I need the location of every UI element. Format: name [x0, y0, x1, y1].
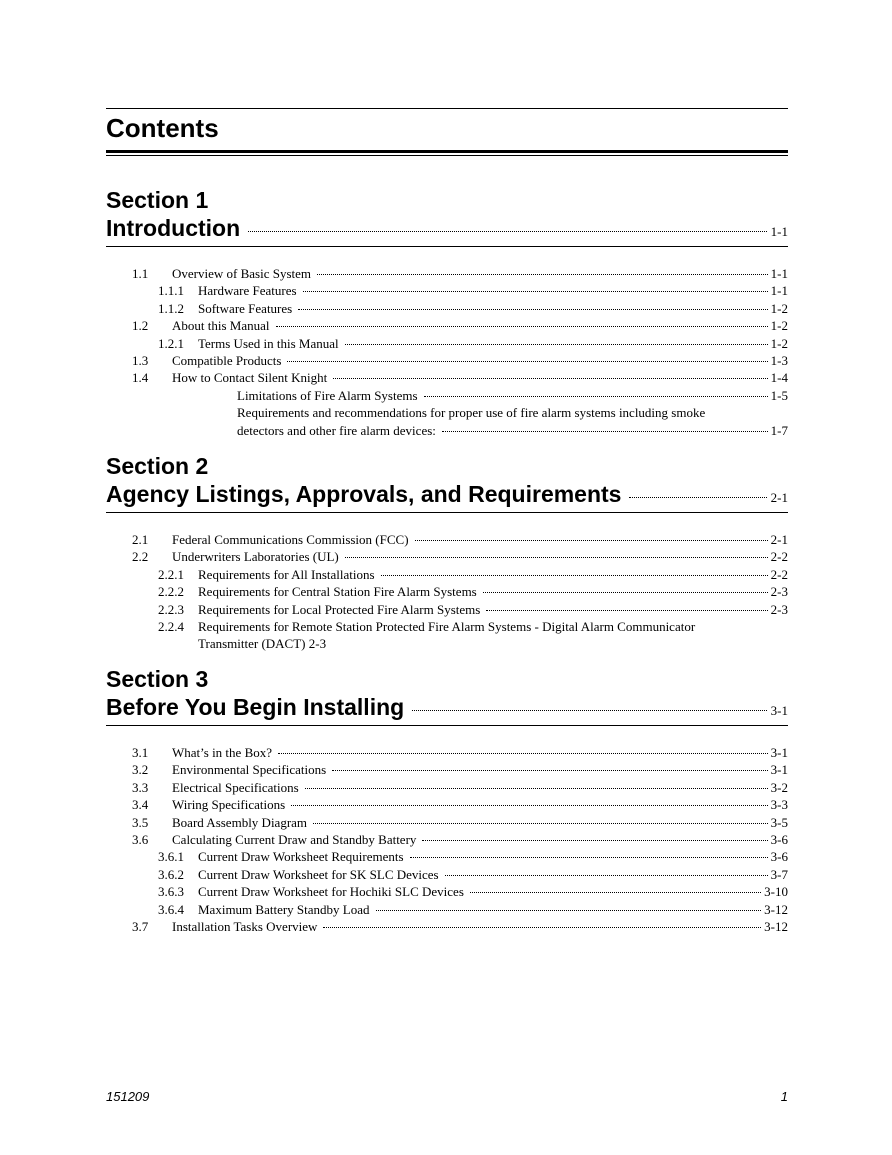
entry-page: 1-2 — [770, 300, 788, 316]
entry-page: 1-1 — [770, 266, 788, 281]
dot-leader — [412, 710, 766, 711]
entry-number: 3.6.2 — [158, 866, 184, 882]
entry-title: Compatible Products — [172, 352, 282, 368]
entry-title-line1: Requirements for Remote Station Protected Fire Alarm Systems - Digital Alarm Communicator — [198, 618, 696, 634]
section-2-entries — [106, 531, 788, 653]
toc-entry[interactable] — [106, 531, 788, 548]
toc-entry[interactable] — [106, 883, 788, 900]
section-page: 3-1 — [770, 703, 788, 718]
entry-page: 3-1 — [770, 762, 788, 778]
section-title: Before You Begin Installing — [106, 694, 405, 720]
dot-leader — [483, 592, 768, 593]
entry-title: Requirements for Local Protected Fire Alarm Systems — [198, 601, 481, 617]
toc-entry[interactable] — [106, 831, 788, 848]
toc-entry[interactable] — [106, 848, 788, 865]
entry-number: 3.2 — [132, 762, 149, 778]
title-rule-thick — [106, 150, 788, 153]
entry-number: 3.7 — [132, 918, 149, 934]
entry-title: Requirements for Central Station Fire Alarm Systems — [198, 584, 477, 600]
dot-leader — [287, 361, 767, 362]
entry-number: 3.1 — [132, 745, 149, 760]
entry-page: 1-3 — [770, 352, 788, 368]
entry-title: Wiring Specifications — [172, 797, 286, 813]
dot-leader — [445, 875, 768, 876]
entry-title: Limitations of Fire Alarm Systems — [237, 387, 418, 403]
entry-title: What’s in the Box? — [172, 745, 273, 760]
section-rule — [106, 725, 788, 726]
entry-title: Underwriters Laboratories (UL) — [172, 549, 339, 565]
entry-number: 2.2.2 — [158, 584, 184, 600]
entry-title: Hardware Features — [198, 283, 297, 299]
dot-leader — [424, 396, 768, 397]
dot-leader — [313, 823, 768, 824]
dot-leader — [276, 326, 768, 327]
entry-number: 1.3 — [132, 352, 149, 368]
entry-title: Environmental Specifications — [172, 762, 327, 778]
entry-page: 3-6 — [770, 849, 788, 865]
toc-entry[interactable] — [106, 282, 788, 299]
toc-entry[interactable] — [106, 335, 788, 352]
entry-title: About this Manual — [172, 318, 270, 334]
dot-leader — [305, 788, 768, 789]
dot-leader — [470, 892, 761, 893]
dot-leader — [248, 231, 767, 232]
top-rule — [106, 108, 788, 109]
toc-entry[interactable] — [106, 300, 788, 317]
section-page: 2-1 — [770, 490, 788, 505]
section-number: Section 3 — [106, 666, 209, 692]
entry-title-line2: detectors and other fire alarm devices: — [237, 422, 436, 438]
entry-page: 3-5 — [770, 814, 788, 830]
entry-number: 2.2 — [132, 549, 149, 565]
dot-leader — [345, 344, 768, 345]
section-rule — [106, 512, 788, 513]
toc-entry[interactable] — [106, 583, 788, 600]
entry-title: Federal Communications Commission (FCC) — [172, 532, 409, 547]
entry-title: Requirements for All Installations — [198, 566, 375, 582]
entry-page: 1-1 — [770, 283, 788, 299]
entry-page: 3-12 — [764, 918, 788, 934]
section-rule — [106, 246, 788, 247]
entry-page: 1-2 — [770, 318, 788, 334]
toc-entry[interactable] — [106, 618, 788, 653]
entry-number: 1.2 — [132, 318, 149, 334]
toc-entry[interactable] — [106, 566, 788, 583]
toc-entry[interactable] — [106, 317, 788, 334]
footer-page-number: 1 — [780, 1089, 788, 1104]
section-page: 1-1 — [770, 224, 788, 239]
dot-leader — [317, 274, 768, 275]
entry-page: 3-1 — [770, 745, 788, 760]
entry-page: 2-3 — [770, 584, 788, 600]
entry-number: 1.4 — [132, 370, 149, 386]
entry-page: 1-4 — [770, 370, 788, 386]
toc-entry[interactable] — [106, 779, 788, 796]
toc-entry[interactable] — [106, 901, 788, 918]
entry-title: Terms Used in this Manual — [198, 335, 339, 351]
toc-entry[interactable] — [106, 404, 788, 439]
entry-number: 1.1.2 — [158, 300, 184, 316]
entry-number: 2.2.1 — [158, 566, 184, 582]
entry-page: 2-2 — [770, 566, 788, 582]
entry-number: 1.1 — [132, 266, 149, 281]
dot-leader — [410, 857, 768, 858]
entry-title: Calculating Current Draw and Standby Battery — [172, 831, 417, 847]
entry-page: 1-5 — [770, 387, 788, 403]
footer-doc-number: 151209 — [106, 1089, 150, 1104]
entry-title: Current Draw Worksheet for Hochiki SLC Devices — [198, 884, 464, 900]
dot-leader — [381, 575, 768, 576]
entry-page: 3-12 — [764, 901, 788, 917]
entry-number: 1.1.1 — [158, 283, 184, 299]
toc-entry[interactable] — [106, 369, 788, 386]
title-rule-thin — [106, 155, 788, 156]
toc-entry[interactable] — [106, 796, 788, 813]
entry-number: 3.6.4 — [158, 901, 184, 917]
entry-page: 1-7 — [770, 422, 788, 438]
dot-leader — [278, 753, 768, 754]
entry-title: Installation Tasks Overview — [172, 918, 318, 934]
section-3-heading[interactable] — [106, 665, 788, 726]
dot-leader — [345, 557, 768, 558]
dot-leader — [486, 610, 767, 611]
dot-leader — [298, 309, 767, 310]
section-title: Agency Listings, Approvals, and Requirements — [106, 481, 622, 507]
entry-page: 2-3 — [770, 601, 788, 617]
toc-entry[interactable] — [106, 744, 788, 761]
toc-entry[interactable] — [106, 352, 788, 369]
dot-leader — [303, 291, 768, 292]
entry-page: 3-2 — [770, 779, 788, 795]
entry-number: 2.1 — [132, 532, 149, 547]
dot-leader — [442, 431, 768, 432]
toc-entry[interactable] — [106, 387, 788, 404]
entry-page: 3-3 — [770, 797, 788, 813]
dot-leader — [422, 840, 767, 841]
dot-leader — [629, 497, 766, 498]
entry-title-line2: Transmitter (DACT) 2-3 — [198, 636, 327, 652]
entry-title: Electrical Specifications — [172, 779, 299, 795]
section-number: Section 1 — [106, 187, 209, 213]
entry-number: 3.3 — [132, 779, 149, 795]
entry-page: 1-2 — [770, 335, 788, 351]
entry-title: Board Assembly Diagram — [172, 814, 308, 830]
entry-title: Maximum Battery Standby Load — [198, 901, 370, 917]
entry-number: 3.6.1 — [158, 849, 184, 865]
entry-title: Software Features — [198, 300, 293, 316]
section-1-entries — [106, 265, 788, 439]
entry-number: 3.6.3 — [158, 884, 184, 900]
section-title: Introduction — [106, 215, 241, 241]
entry-title: How to Contact Silent Knight — [172, 370, 328, 386]
toc-entry[interactable] — [106, 761, 788, 778]
toc-entry[interactable] — [106, 548, 788, 565]
dot-leader — [291, 805, 767, 806]
dot-leader — [333, 378, 767, 379]
entry-number: 2.2.4 — [158, 618, 184, 634]
section-3-entries — [106, 744, 788, 935]
entry-number: 3.6 — [132, 831, 149, 847]
entry-title: Overview of Basic System — [172, 266, 312, 281]
toc-entry[interactable] — [106, 814, 788, 831]
dot-leader — [323, 927, 761, 928]
entry-number: 3.5 — [132, 814, 149, 830]
toc-entry[interactable] — [106, 601, 788, 618]
dot-leader — [332, 770, 768, 771]
entry-page: 3-7 — [770, 866, 788, 882]
entry-page: 2-1 — [770, 532, 788, 547]
entry-number: 3.4 — [132, 797, 149, 813]
entry-page: 2-2 — [770, 549, 788, 565]
section-number: Section 2 — [106, 453, 209, 479]
dot-leader — [415, 540, 768, 541]
dot-leader — [376, 910, 762, 911]
entry-number: 1.2.1 — [158, 335, 184, 351]
toc-entry[interactable] — [106, 866, 788, 883]
entry-page: 3-6 — [770, 831, 788, 847]
entry-number: 2.2.3 — [158, 601, 184, 617]
entry-page: 3-10 — [764, 884, 788, 900]
toc-entry[interactable] — [106, 918, 788, 935]
page-title: Contents — [106, 113, 219, 143]
entry-title-line1: Requirements and recommendations for proper use of fire alarm systems including smoke — [237, 405, 706, 421]
toc-entry[interactable] — [106, 265, 788, 282]
section-2-heading[interactable] — [106, 452, 788, 513]
entry-title: Current Draw Worksheet Requirements — [198, 849, 404, 865]
entry-title: Current Draw Worksheet for SK SLC Devices — [198, 866, 439, 882]
section-1-heading[interactable] — [106, 186, 788, 247]
